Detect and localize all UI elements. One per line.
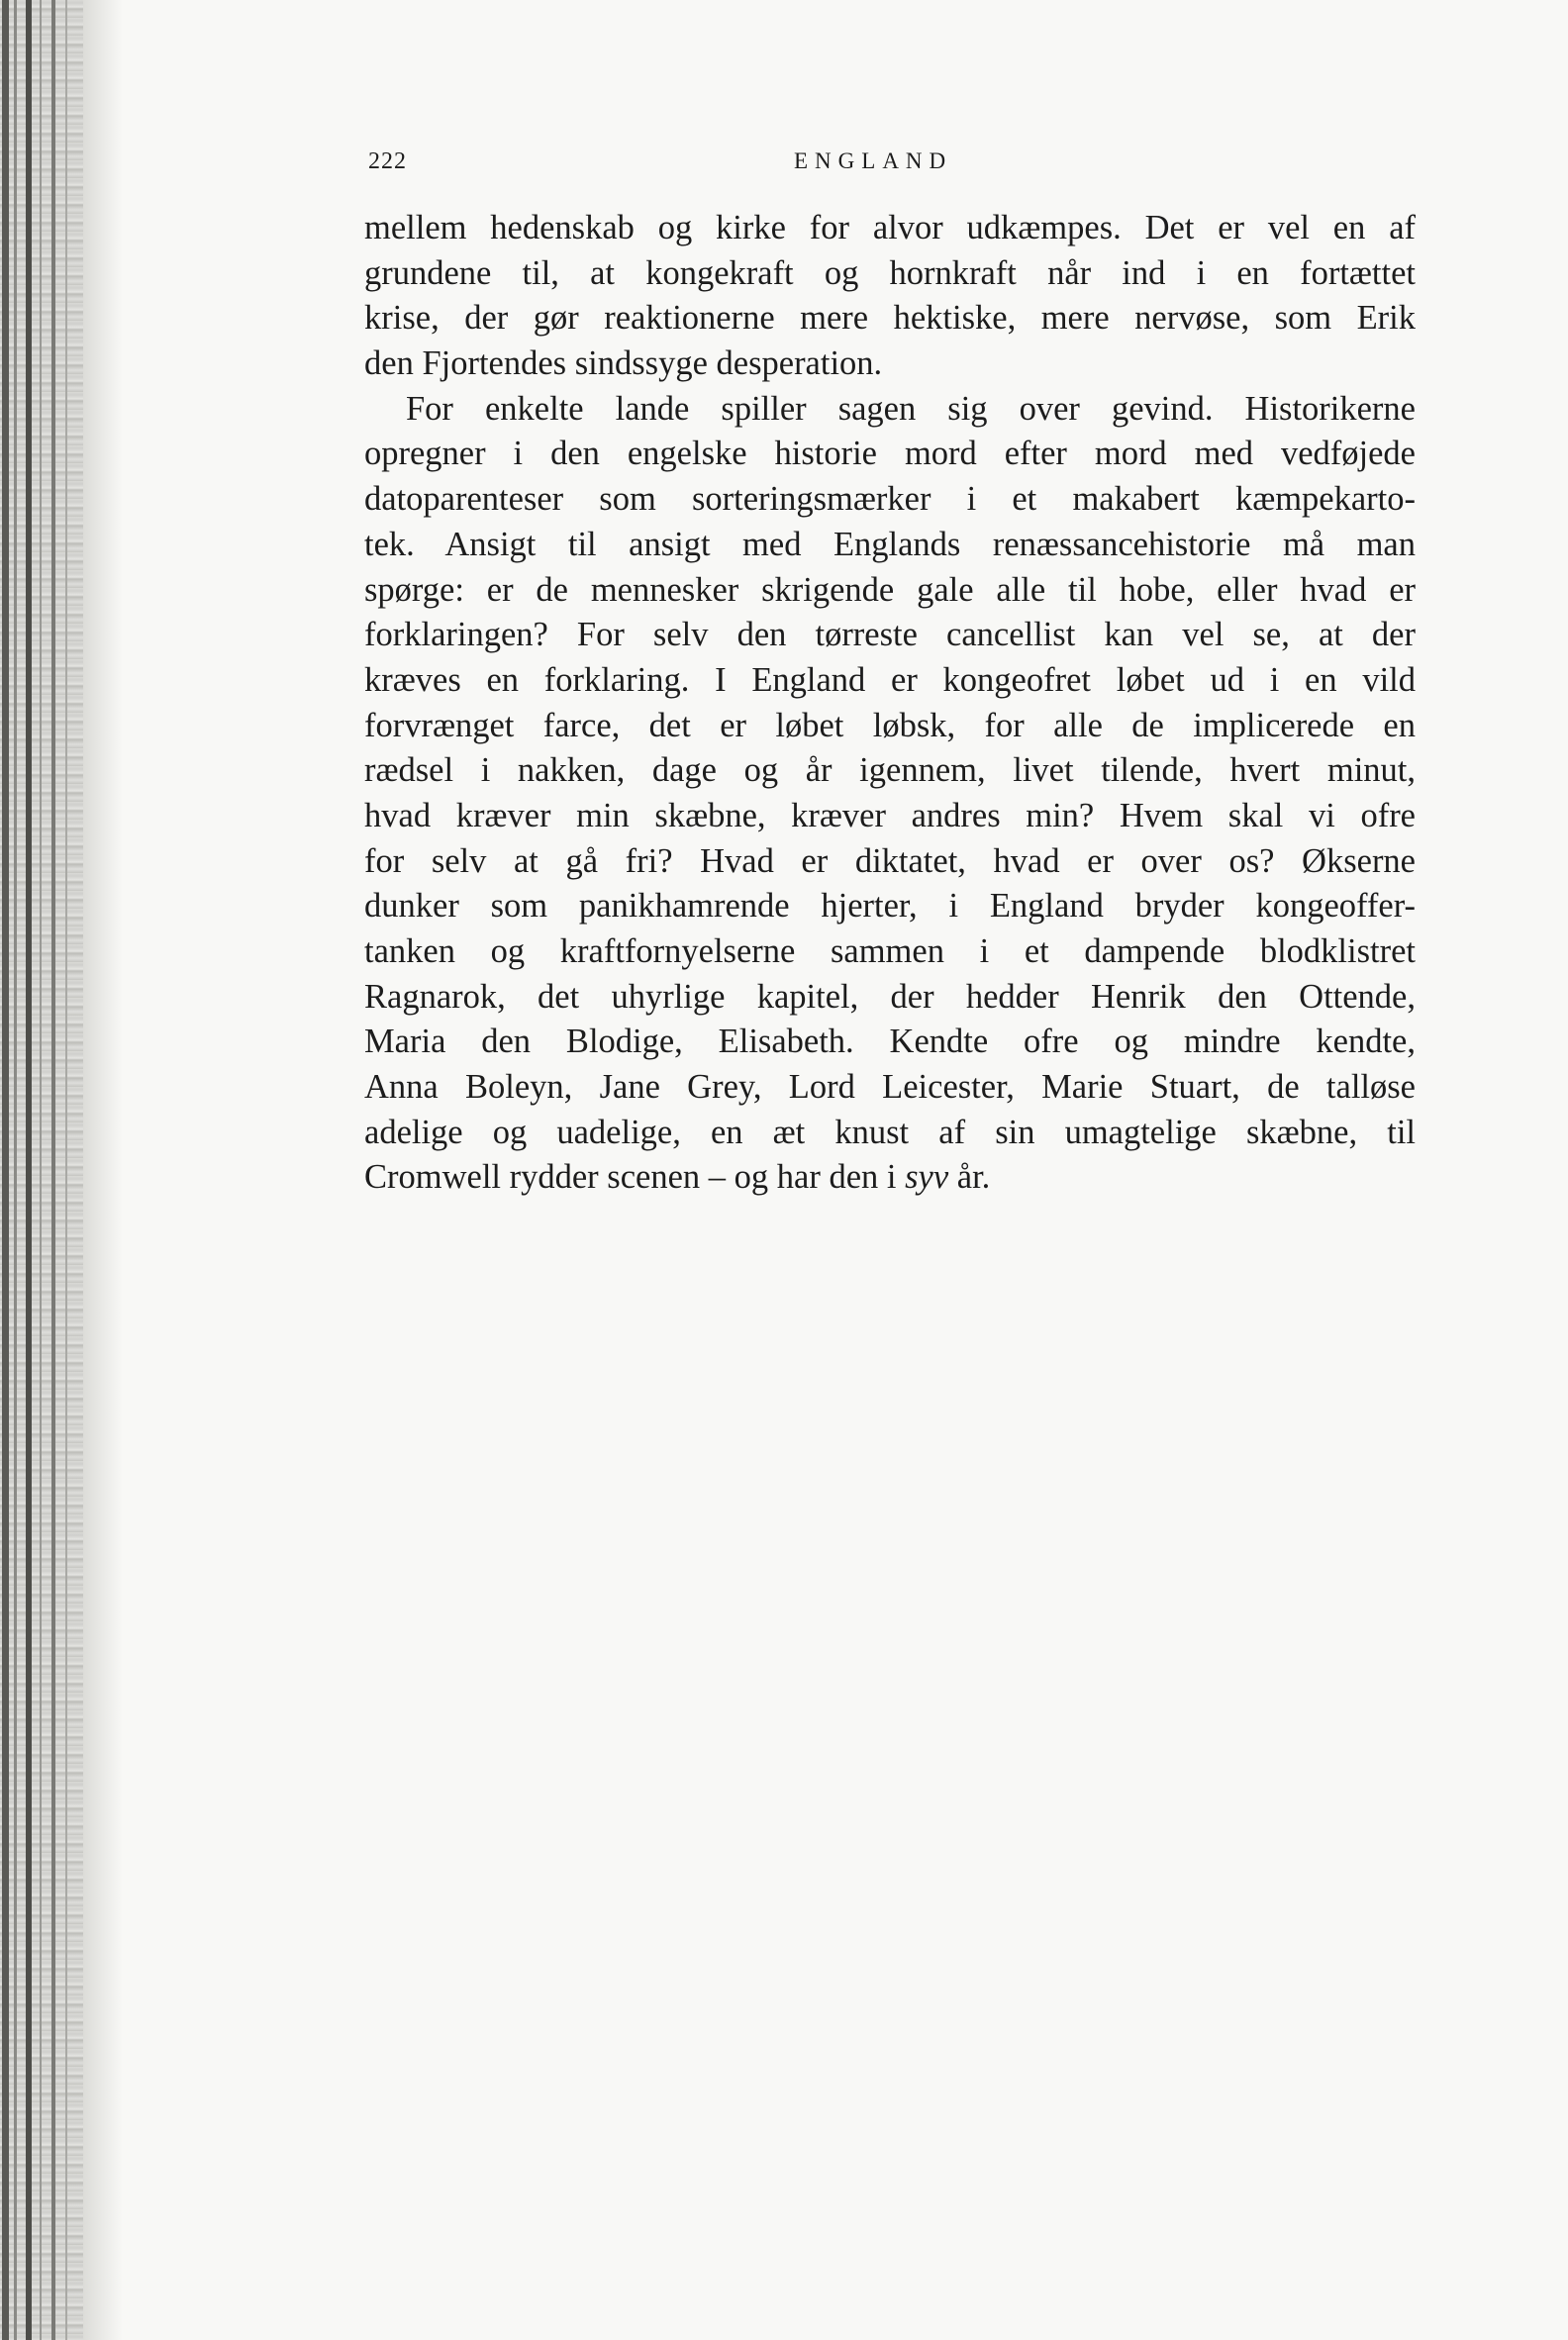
text-line: forklaringen? For selv den tørreste cancellist kan vel se, at der [364,616,1416,654]
text-line: tek. Ansigt til ansigt med Englands renæssancehistorie må man [364,525,1416,563]
text-line: for selv at gå fri? Hvad er diktatet, hvad er over os? Økserne [364,841,1416,880]
gutter-edge-line [26,0,32,2340]
page-number: 222 [368,148,407,174]
text-line: Maria den Blodige, Elisabeth. Kendte ofre og mindre kendte, [364,1023,1416,1061]
text-line: adelige og uadelige, en æt knust af sin umagtelige skæbne, til [364,1113,1416,1151]
gutter-edge-line [14,0,17,2340]
text-line: kræves en forklaring. I England er kongeofret løbet ud i en vild [364,660,1416,699]
body-text [364,206,1416,1201]
running-head: ENGLAND [794,148,953,173]
gutter-shadow [83,0,123,2340]
text-line: forvrænget farce, det er løbet løbsk, for alle de implicerede en [364,706,1416,744]
text-line: Ragnarok, det uhyrlige kapitel, der hedder Henrik den Ottende, [364,977,1416,1016]
text-line-final [364,1155,1416,1201]
page-header [368,148,1406,182]
italic-emphasis: syv [905,1158,949,1197]
gutter-edge-line [2,0,9,2340]
text-line: mellem hedenskab og kirke for alvor udkæmpes. Det er vel en af [364,209,1416,246]
text-line: krise, der gør reaktionerne mere hektiske, mere nervøse, som Erik [364,299,1416,338]
text-line: hvad kræver min skæbne, kræver andres min? Hvem skal vi ofre [364,796,1416,834]
text-line: spørge: er de mennesker skrigende gale alle til hobe, eller hvad er [364,570,1416,609]
text-line: den Fjortendes sindssyge desperation. [364,344,883,383]
text-line: tanken og kraftfornyelserne sammen i et dampende blodklistret [364,932,1416,970]
text-fragment: år. [948,1158,991,1197]
gutter-edge-line [40,0,42,2340]
text-line: grundene til, at kongekraft og hornkraft når ind i en fortættet [364,253,1416,292]
gutter-edge-line [65,0,67,2340]
text-fragment: Cromwell rydder scenen – og har den i [364,1158,906,1197]
text-line: dunker som panikhamrende hjerter, i England bryder kongeoffer- [364,887,1416,926]
book-gutter [0,0,83,2340]
text-line: rædsel i nakken, dage og år igennem, livet tilende, hvert minut, [364,751,1416,790]
gutter-edge-line [51,0,55,2340]
text-line: opregner i den engelske historie mord efter mord med vedføjede [364,435,1416,473]
text-line: Anna Boleyn, Jane Grey, Lord Leicester, Marie Stuart, de talløse [364,1068,1416,1107]
text-line: For enkelte lande spiller sagen sig over gevind. Historikerne [406,389,1416,428]
text-line: datoparenteser som sorteringsmærker i et makabert kæmpekarto- [364,480,1416,519]
